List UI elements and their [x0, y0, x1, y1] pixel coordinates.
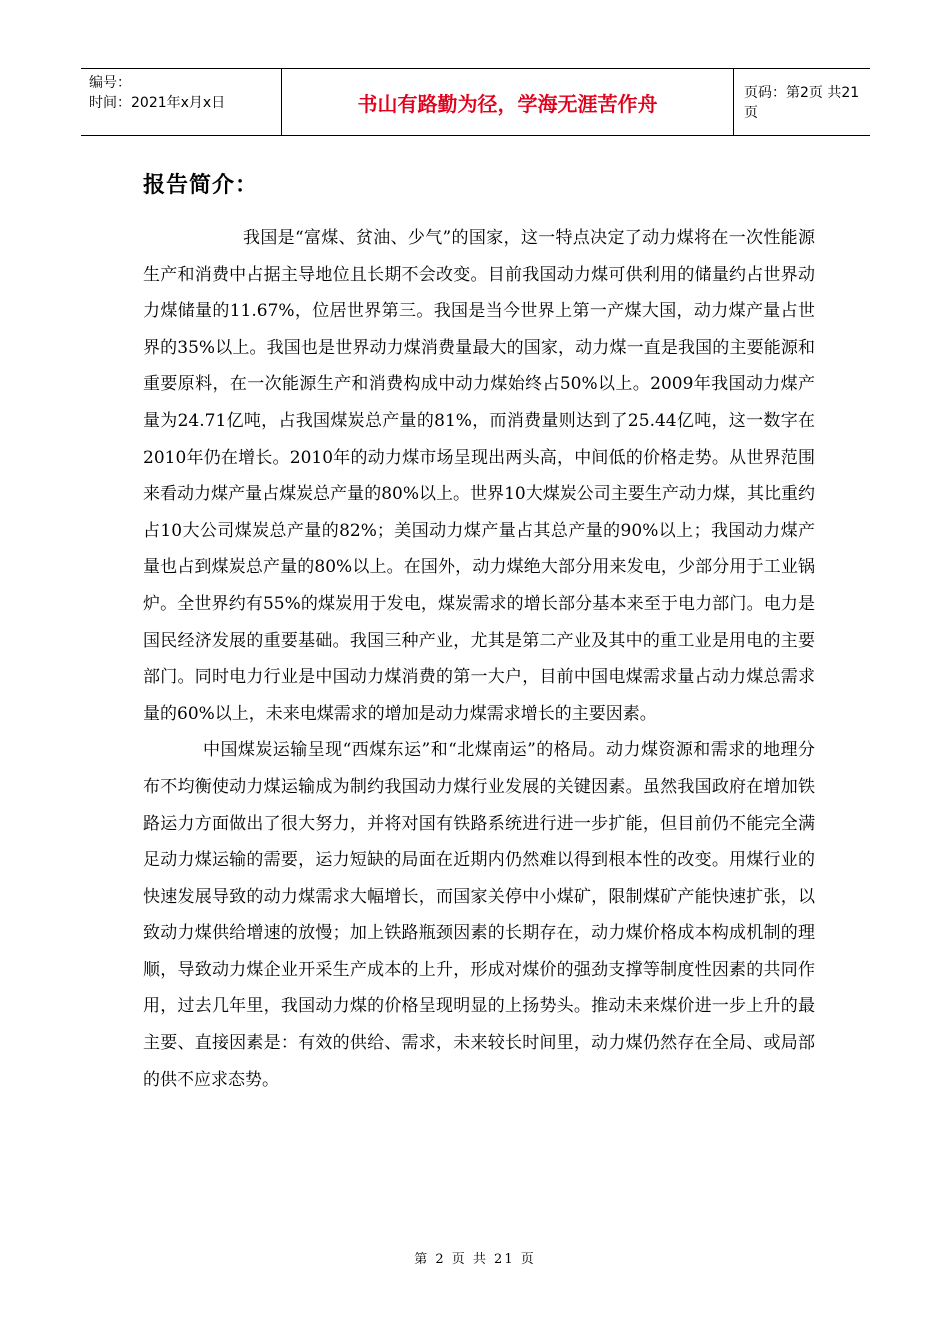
page-footer: 第 2 页 共 21 页 [414, 1252, 536, 1267]
header-page-info: 页码：第2页 共21页 [744, 85, 860, 121]
time-label: 时间：2021年x月x日 [89, 95, 226, 111]
page-header [81, 68, 870, 136]
report-body [143, 220, 815, 1098]
header-meta [81, 69, 282, 135]
paragraph: 我国是“富煤、贫油、少气”的国家，这一特点决定了动力煤将在一次性能源生产和消费中占据主导地位且长期不会改变。目前我国动力煤可供利用的储量约占世界动力煤储量的11.67%，位居世界第三。我国是当今世界上第一产煤大国，动力煤产量占世界的35%以上。我国也是世界动力煤消费量最大的国家，动力煤一直是我国的主要能源和重要原料，在一次能源生产和消费构成中动力煤始终占50%以上。2009年我国动力煤产量为24.71亿吨，占我国煤炭总产量的81%，而消费量则达到了25.44亿吨，这一数字在2010年仍在增长。2010年的动力煤市场呈现出两头高，中间低的价格走势。从世界范围来看动力煤产量占煤炭总产量的80%以上。世界10大煤炭公司主要生产动力煤，其比重约占10大公司煤炭总产量的82%；美国动力煤产量占其总产量的90%以上；我国动力煤产量也占到煤炭总产量的80%以上。在国外，动力煤绝大部分用来发电，少部分用于工业锅炉。全世界约有55%的煤炭用于发电，煤炭需求的增长部分基本来至于电力部门。电力是国民经济发展的重要基础。我国三种产业，尤其是第二产业及其中的重工业是用电的主要部门。同时电力行业是中国动力煤消费的第一大户，目前中国电煤需求量占动力煤总需求量的60%以上，未来电煤需求的增加是动力煤需求增长的主要因素。 [143, 228, 815, 724]
number-label: 编号： [89, 75, 131, 91]
paragraph: 中国煤炭运输呈现“西煤东运”和“北煤南运”的格局。动力煤资源和需求的地理分布不均衡使动力煤运输成为制约我国动力煤行业发展的关键因素。虽然我国政府在增加铁路运力方面做出了很大努力，并将对国有铁路系统进行进一步扩能，但目前仍不能完全满足动力煤运输的需要，运力短缺的局面在近期内仍然难以得到根本性的改变。用煤行业的快速发展导致的动力煤需求大幅增长，而国家关停中小煤矿，限制煤矿产能快速扩张，以致动力煤供给增速的放慢；加上铁路瓶颈因素的长期存在，动力煤价格成本构成机制的理顺，导致动力煤企业开采生产成本的上升，形成对煤价的强劲支撑等制度性因素的共同作用，过去几年里，我国动力煤的价格呈现明显的上扬势头。推动未来煤价进一步上升的最主要、直接因素是：有效的供给、需求，未来较长时间里，动力煤仍然存在全局、或局部的供不应求态势。 [143, 740, 815, 1090]
page-title: 报告简介： [143, 173, 259, 198]
header-motto: 书山有路勤为径，学海无涯苦作舟 [282, 69, 734, 135]
